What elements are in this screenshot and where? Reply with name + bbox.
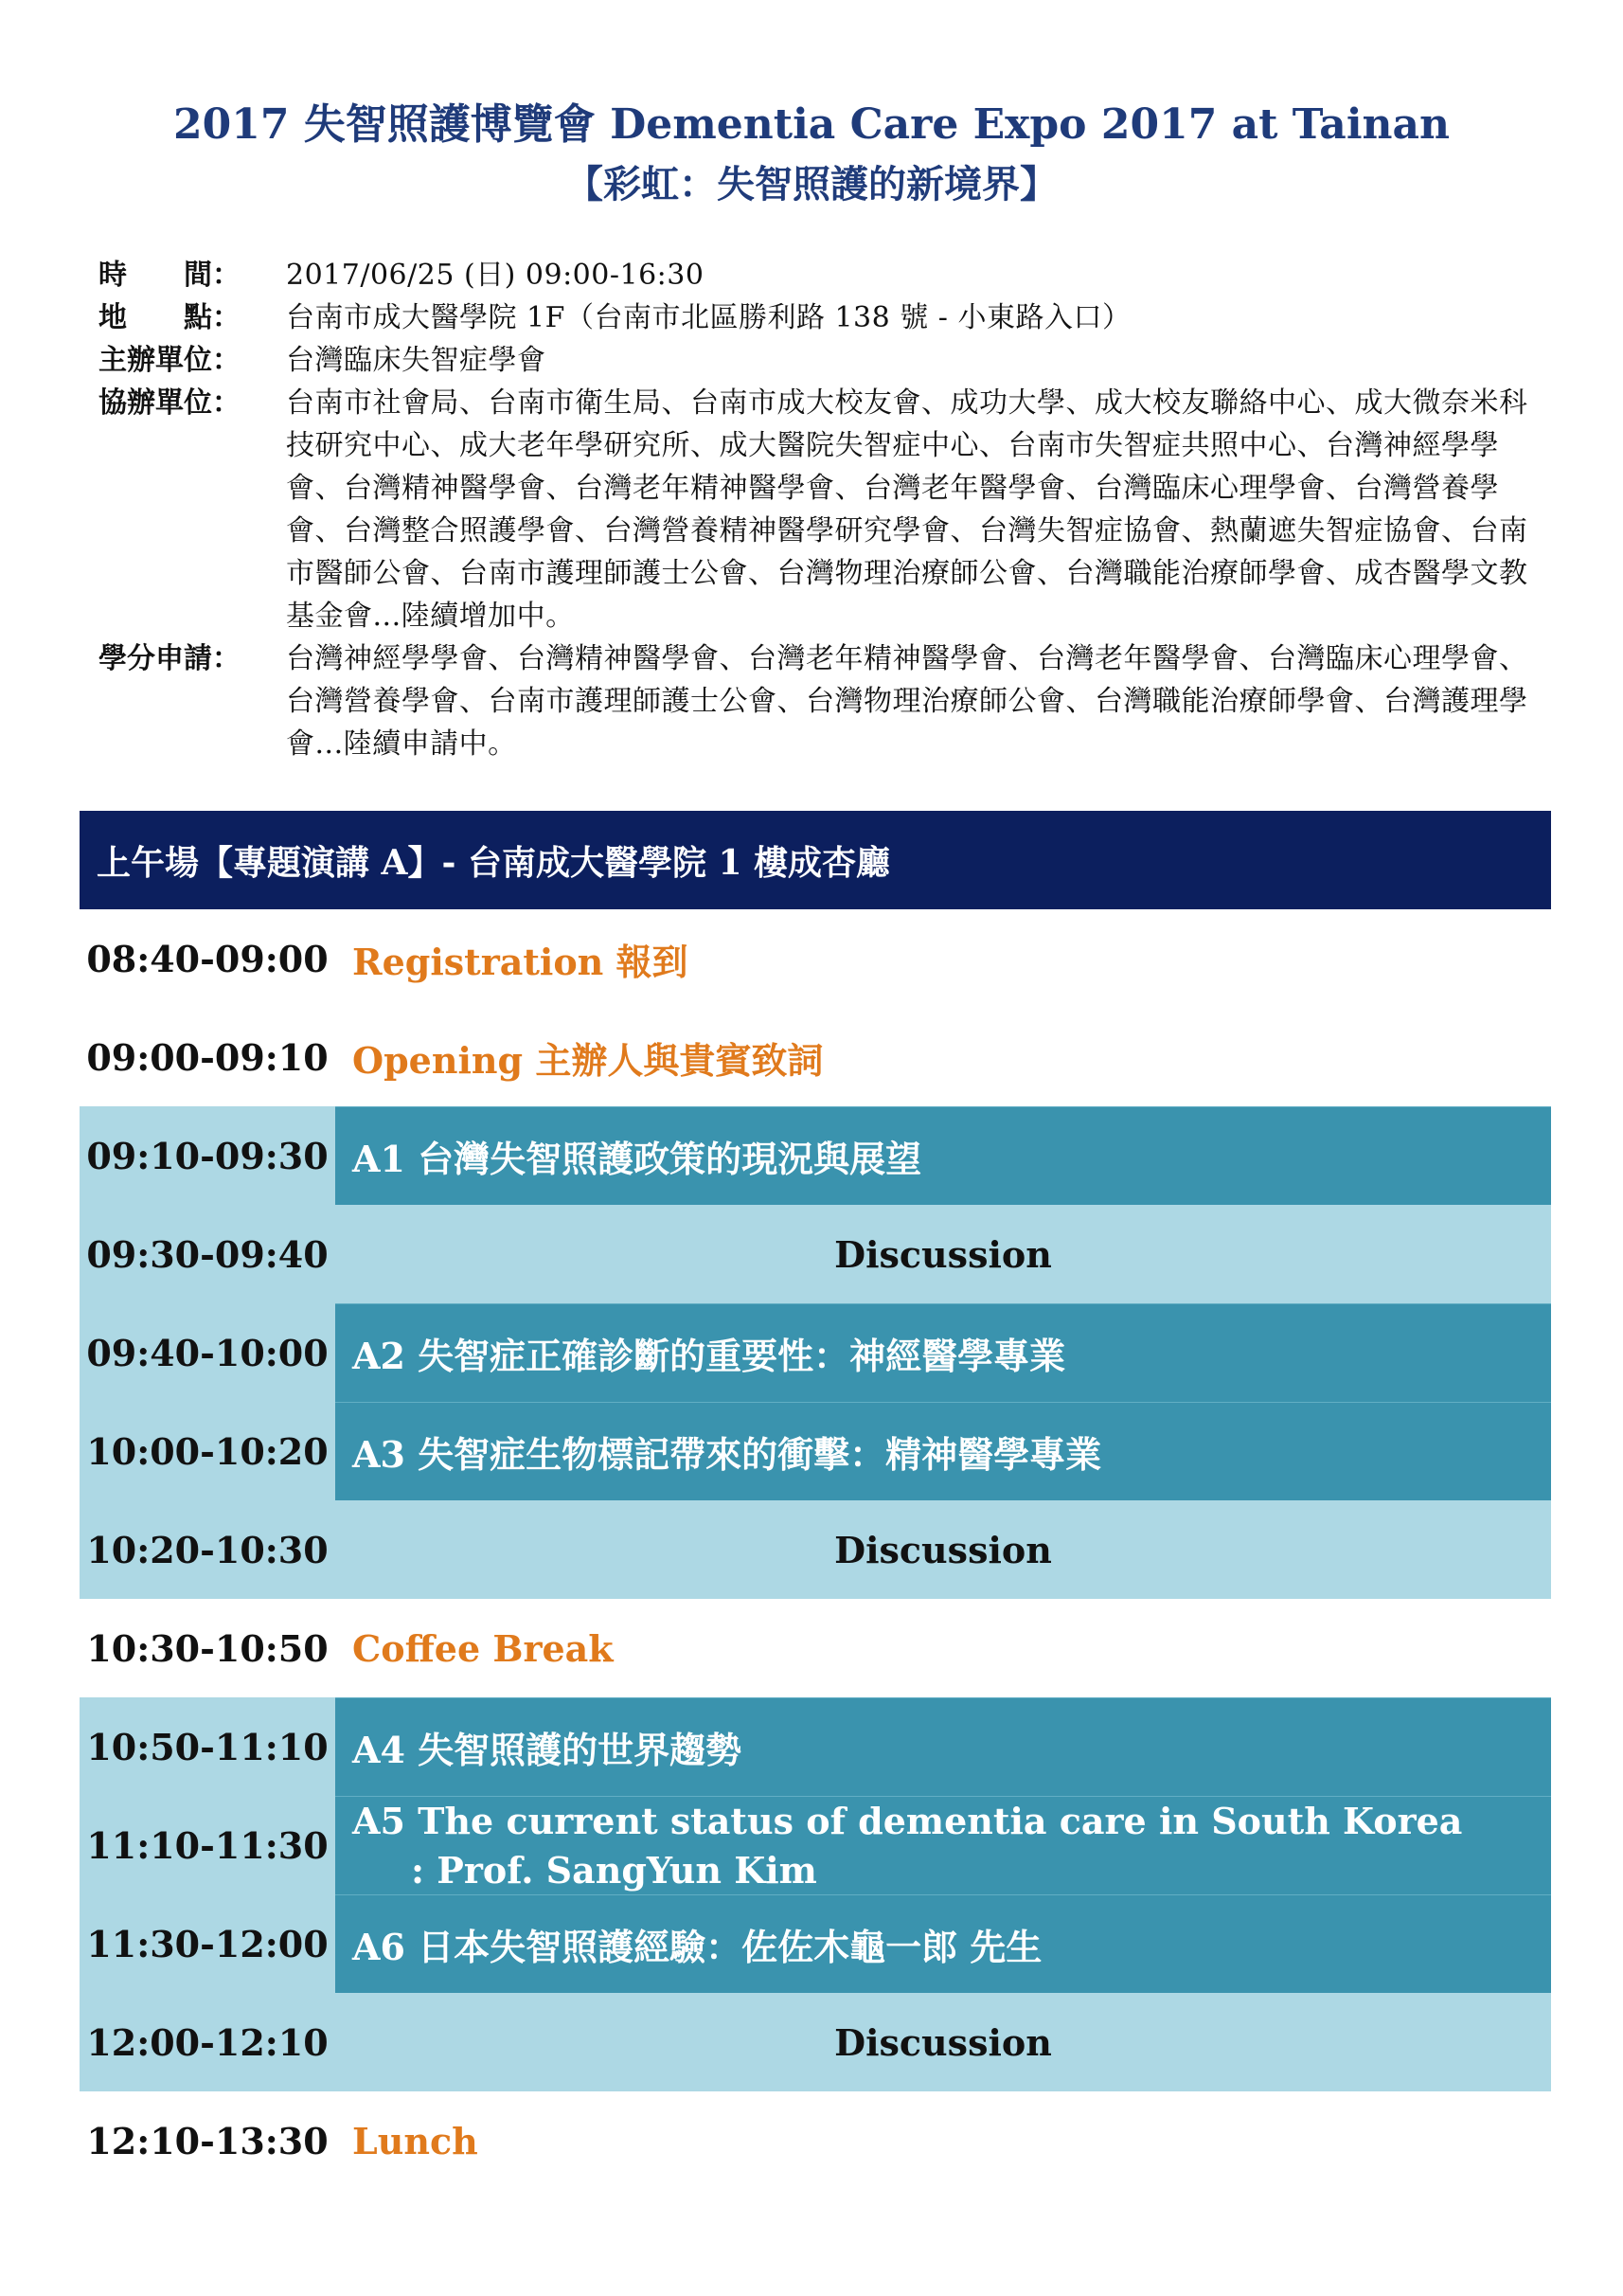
schedule-row [80, 2091, 1551, 2190]
session-title: Discussion [834, 1528, 1052, 1571]
info-label-credits: 學分申請： [98, 642, 241, 675]
session-time: 11:10-11:30 [86, 1823, 329, 1867]
info-credits-row [98, 637, 1538, 765]
schedule-row [80, 909, 1551, 1008]
schedule-table [80, 909, 1551, 2190]
info-value-organizer: 台灣臨床失智症學會 [286, 344, 546, 377]
schedule-row [80, 1599, 1551, 1697]
session-time: 10:30-10:50 [86, 1626, 329, 1670]
session-time: 12:00-12:10 [86, 2020, 329, 2064]
schedule-row [80, 1796, 1551, 1894]
session-title: A3 失智症生物標記帶來的衝擊：精神醫學專業 [335, 1402, 1551, 1500]
session-time: 09:10-09:30 [86, 1134, 329, 1177]
session-speaker: : Prof. SangYun Kim [411, 1848, 817, 1892]
session-title: A6 日本失智照護經驗：佐佐木龜一郎 先生 [335, 1894, 1551, 1993]
info-organizer-row [98, 339, 1538, 382]
page-title: 2017 失智照護博覽會 Dementia Care Expo 2017 at Tainan [172, 100, 1451, 149]
info-label-coorganizers: 協辦單位： [98, 386, 241, 420]
info-label-location: 地 點： [98, 301, 241, 334]
schedule-row [80, 1303, 1551, 1402]
session-title: Coffee Break [352, 1626, 614, 1670]
info-location-row [98, 296, 1538, 339]
session-title: A1 台灣失智照護政策的現況與展望 [335, 1106, 1551, 1205]
section-header: 上午場【專題演講 A】- 台南成大醫學院 1 樓成杏廳 [80, 811, 1551, 909]
schedule-row [80, 1008, 1551, 1106]
session-title: Discussion [834, 1232, 1052, 1276]
document-header [0, 95, 1623, 214]
schedule-row [80, 1106, 1551, 1205]
event-info [98, 254, 1538, 765]
info-value-time: 2017/06/25 (日) 09:00-16:30 [286, 259, 704, 292]
session-time: 10:50-11:10 [86, 1725, 329, 1768]
session-title: A2 失智症正確診斷的重要性：神經醫學專業 [335, 1303, 1551, 1402]
session-time: 08:40-09:00 [86, 937, 329, 980]
info-value-location: 台南市成大醫學院 1F（台南市北區勝利路 138 號 - 小東路入口） [286, 301, 1132, 334]
session-time: 09:30-09:40 [86, 1232, 329, 1276]
info-value-coorganizers: 台南市社會局、台南市衛生局、台南市成大校友會、成功大學、成大校友聯絡中心、成大微奈米科技研究中心、成大老年學研究所、成大醫院失智症中心、台南市失智症共照中心、台灣神經學學會、台灣精神醫學會、台灣老年精神醫學會、台灣老年醫學會、台灣臨床心理學會、台灣營養學會、台灣整合照護學會、台灣營養精神醫學研究學會、台灣失智症協會、熱蘭遮失智症協會、台南市醫師公會、台南市護理師護士公會、台灣物理治療師公會、台灣職能治療師學會、成杏醫學文教基金會...陸續增加中。 [286, 386, 1528, 633]
info-label-organizer: 主辦單位： [98, 344, 241, 377]
info-value-credits: 台灣神經學學會、台灣精神醫學會、台灣老年精神醫學會、台灣老年醫學會、台灣臨床心理學會、台灣營養學會、台南市護理師護士公會、台灣物理治療師公會、台灣職能治療師學會、台灣護理學會...陸續申請中。 [286, 642, 1528, 761]
session-time: 10:00-10:20 [86, 1429, 329, 1473]
session-title: Registration 報到 [352, 940, 688, 983]
session-title: Lunch [352, 2119, 478, 2162]
schedule-row [80, 1697, 1551, 1796]
session-title: Discussion [834, 2020, 1052, 2064]
session-time: 09:40-10:00 [86, 1331, 329, 1374]
session-title [335, 1796, 1551, 1894]
session-time: 12:10-13:30 [86, 2119, 329, 2162]
info-coorganizers-row [98, 382, 1538, 637]
schedule-row [80, 1402, 1551, 1500]
page-subtitle: 【彩虹：失智照護的新境界】 [565, 162, 1058, 206]
session-title-line: A5 The current status of dementia care in South Korea [352, 1799, 1463, 1842]
info-time-row [98, 254, 1538, 296]
session-time: 11:30-12:00 [86, 1922, 329, 1965]
session-title: Opening 主辦人與貴賓致詞 [352, 1038, 824, 1082]
schedule-row [80, 1993, 1551, 2091]
info-label-time: 時 間： [98, 259, 241, 292]
session-title: A4 失智照護的世界趨勢 [335, 1697, 1551, 1796]
schedule-row [80, 1500, 1551, 1599]
session-time: 09:00-09:10 [86, 1035, 329, 1079]
session-time: 10:20-10:30 [86, 1528, 329, 1571]
schedule-row [80, 1894, 1551, 1993]
schedule-row [80, 1205, 1551, 1303]
